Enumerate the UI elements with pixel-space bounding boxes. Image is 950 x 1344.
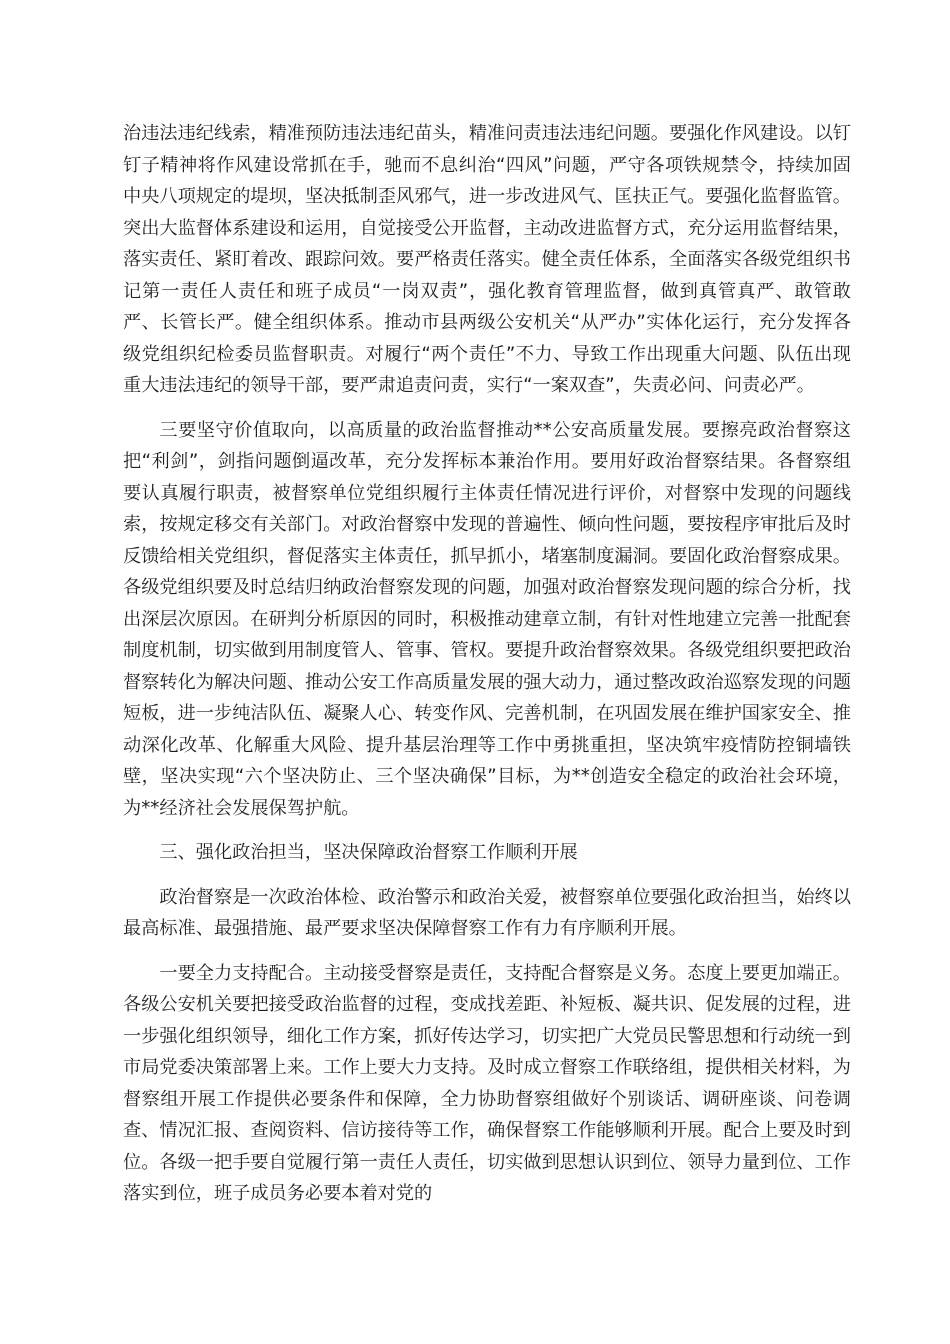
paragraph-first-requirement: 一要全力支持配合。主动接受督察是责任，支持配合督察是义务。态度上要更加端正。各级公安机关要把接受政治监督的过程，变成找差距、补短板、凝共识、促发展的过程，进一步强化组织领导，细化工作方案，抓好传达学习，切实把广大党员民警思想和行动统一到市局党委决策部署上来。工作上要大力支持。及时成立督察工作联络组，提供相关材料，为督察组开展工作提供必要条件和保障，全力协助督察组做好个别谈话、调研座谈、问卷调查、情况汇报、查阅资料、信访接待等工作，确保督察工作能够顺利开展。配合上要及时到位。各级一把手要自觉履行第一责任人责任，切实做到思想认识到位、领导力量到位、工作落实到位，班子成员务必要本着对党的 (123, 962, 851, 1204)
section-heading: 三、强化政治担当，坚决保障政治督察工作顺利开展 (159, 842, 578, 863)
paragraph-section-intro: 政治督察是一次政治体检、政治警示和政治关爱，被督察单位要强化政治担当，始终以最高标准、最强措施、最严要求坚决保障督察工作有力有序顺利开展。 (123, 886, 851, 939)
paragraph-third-requirement: 三要坚守价值取向，以高质量的政治监督推动**公安高质量发展。要擦亮政治督察这把“利剑”，剑指问题倒逼改革，充分发挥标本兼治作用。要用好政治督察结果。各督察组要认真履行职责，被督察单位党组织履行主体责任情况进行评价，对督察中发现的问题线索，按规定移交有关部门。对政治督察中发现的普遍性、倾向性问题，要按程序审批后及时反馈给相关党组织，督促落实主体责任，抓早抓小，堵塞制度漏洞。要固化政治督察成果。各级党组织要及时总结归纳政治督察发现的问题，加强对政治督察发现问题的综合分析，找出深层次原因。在研判分析原因的同时，积极推动建章立制，有针对性地建立完善一批配套制度机制，切实做到用制度管人、管事、管权。要提升政治督察效果。各级党组织要把政治督察转化为解决问题、推动公安工作高质量发展的强大动力，通过整改政治巡察发现的问题短板，进一步纯洁队伍、凝聚人心、转变作风、完善机制，在巩固发展在维护国家安全、推动深化改革、化解重大风险、提升基层治理等工作中勇挑重担，坚决筑牢疫情防控铜墙铁壁，坚决实现“六个坚决防止、三个坚决确保”目标，为**创造安全稳定的政治社会环境，为**经济社会发展保驾护航。 (123, 419, 851, 819)
paragraph-continuation: 治违法违纪线索，精准预防违法违纪苗头，精准问责违法违纪问题。要强化作风建设。以钉钉子精神将作风建设常抓在手，驰而不息纠治“四风”问题，严守各项铁规禁令，持续加固中央八项规定的堤坝，坚决抵制歪风邪气，进一步改进风气、匡扶正气。要强化监督监管。突出大监督体系建设和运用，自觉接受公开监督，主动改进监督方式，充分运用监督结果，落实责任、紧盯着改、跟踪问效。要严格责任落实。健全责任体系，全面落实各级党组织书记第一责任人责任和班子成员“一岗双责”，强化教育管理监督，做到真管真严、敢管敢严、长管长严。健全组织体系。推动市县两级公安机关“从严办”实体化运行，充分发挥各级党组织纪检委员监督职责。对履行“两个责任”不力、导致工作出现重大问题、队伍出现重大违法违纪的领导干部，要严肃追责问责，实行“一案双查”，失责必问、问责必严。 (123, 123, 851, 396)
document-body (123, 118, 851, 1223)
